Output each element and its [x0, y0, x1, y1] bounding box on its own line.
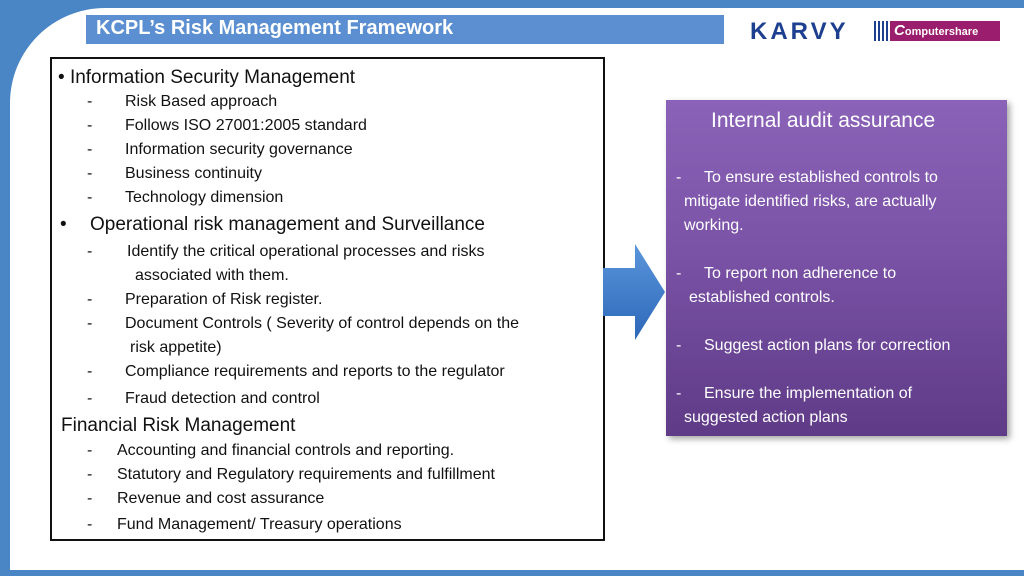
slide-title: KCPL’s Risk Management Framework: [96, 17, 454, 39]
list-item: - Revenue and cost assurance: [87, 490, 325, 507]
audit-item: - Suggest action plans for correction: [676, 337, 951, 354]
dash-marker: -: [87, 490, 93, 507]
audit-item: - Ensure the implementation of: [676, 385, 913, 402]
list-item: - Document Controls ( Severity of control depends on the: [87, 315, 519, 332]
dash-marker: -: [87, 243, 93, 260]
framework-heading: Financial Risk Management: [61, 415, 296, 436]
list-item: - Statutory and Regulatory requirements and fulfillment: [87, 466, 495, 483]
dash-marker: -: [87, 117, 93, 134]
list-item: - Business continuity: [87, 165, 262, 182]
dash-marker: -: [87, 466, 93, 483]
audit-item-continuation: working.: [684, 217, 744, 234]
audit-item-continuation: established controls.: [689, 289, 835, 306]
dash-marker: -: [87, 141, 93, 158]
dash-marker: -: [87, 93, 93, 110]
computershare-wordmark: Computershare: [890, 21, 1000, 41]
audit-item-continuation: suggested action plans: [684, 409, 848, 426]
audit-title: Internal audit assurance: [711, 109, 936, 132]
dash-marker: -: [87, 165, 93, 182]
dash-marker: -: [676, 337, 682, 354]
dash-marker: -: [676, 169, 682, 186]
list-item: - Fund Management/ Treasury operations: [87, 516, 402, 533]
company-logo: [750, 18, 1000, 48]
dash-marker: -: [87, 442, 93, 459]
dash-marker: -: [87, 315, 93, 332]
audit-item-continuation: mitigate identified risks, are actually: [684, 193, 937, 210]
dash-marker: -: [87, 189, 93, 206]
dash-marker: -: [676, 265, 682, 282]
list-item: - Accounting and financial controls and reporting.: [87, 442, 455, 459]
bullet-dot: •: [60, 214, 67, 235]
dash-marker: -: [87, 363, 93, 380]
list-item: - Preparation of Risk register.: [87, 291, 323, 308]
dash-marker: -: [87, 516, 93, 533]
audit-item: - To ensure established controls to: [676, 169, 938, 186]
title-bar: [86, 15, 724, 44]
karvy-wordmark: KARVY: [750, 18, 849, 45]
list-item-continuation: associated with them.: [135, 267, 289, 284]
dash-marker: -: [676, 385, 682, 402]
page-number: 4: [992, 552, 1000, 567]
framework-box: [50, 57, 605, 541]
list-item: - Compliance requirements and reports to the regulator: [87, 363, 505, 380]
list-item: - Follows ISO 27001:2005 standard: [87, 117, 367, 134]
list-item-continuation: risk appetite): [130, 339, 222, 356]
list-item: - Risk Based approach: [87, 93, 278, 110]
logo-bars-icon: [874, 21, 888, 41]
audit-item: - To report non adherence to: [676, 265, 897, 282]
dash-marker: -: [87, 291, 93, 308]
bullet-dot: •: [58, 67, 65, 88]
internal-audit-box: [666, 100, 1007, 436]
list-item: - Identify the critical operational processes and risks: [87, 243, 485, 260]
list-item: - Technology dimension: [87, 189, 284, 206]
list-item: - Fraud detection and control: [87, 390, 320, 407]
framework-heading: • Operational risk management and Surveillance: [60, 214, 485, 235]
right-arrow-icon: [603, 244, 665, 340]
dash-marker: -: [87, 390, 93, 407]
list-item: - Information security governance: [87, 141, 353, 158]
framework-heading: • Information Security Management: [58, 67, 356, 88]
